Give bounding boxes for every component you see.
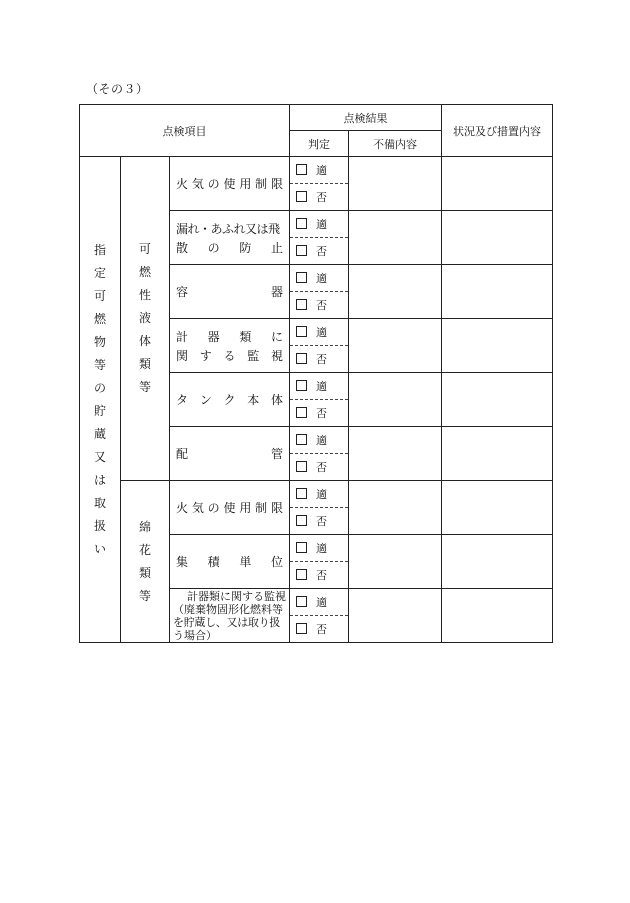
- header-deficiency: 不備内容: [349, 131, 442, 157]
- status-cell[interactable]: [442, 589, 553, 643]
- item-gauge-monitoring-rdf: 計器類に関する監視 （廃棄物固形化燃料等 を貯蔵し、又は取り扱 う場合）: [170, 589, 290, 643]
- check-ng[interactable]: 否: [290, 346, 349, 373]
- checkbox-icon[interactable]: [296, 569, 307, 580]
- checkbox-icon[interactable]: [296, 542, 307, 553]
- check-ok[interactable]: 適: [290, 481, 349, 508]
- check-ng[interactable]: 否: [290, 616, 349, 643]
- status-cell[interactable]: [442, 427, 553, 481]
- check-ng[interactable]: 否: [290, 400, 349, 427]
- deficiency-cell[interactable]: [349, 373, 442, 427]
- deficiency-cell[interactable]: [349, 157, 442, 211]
- checkbox-icon[interactable]: [296, 461, 307, 472]
- item-container: 容 器: [170, 265, 290, 319]
- header-status-measures: 状況及び措置内容: [442, 105, 553, 157]
- check-ok[interactable]: 適: [290, 427, 349, 454]
- checkbox-icon[interactable]: [296, 245, 307, 256]
- deficiency-cell[interactable]: [349, 265, 442, 319]
- status-cell[interactable]: [442, 211, 553, 265]
- group-cotton: 綿 花 類 等: [121, 481, 170, 643]
- deficiency-cell[interactable]: [349, 211, 442, 265]
- header-judgement: 判定: [290, 131, 349, 157]
- deficiency-cell[interactable]: [349, 535, 442, 589]
- item-tank-body: タ ン ク 本 体: [170, 373, 290, 427]
- deficiency-cell[interactable]: [349, 319, 442, 373]
- check-ng[interactable]: 否: [290, 184, 349, 211]
- deficiency-cell[interactable]: [349, 589, 442, 643]
- check-ok[interactable]: 適: [290, 589, 349, 616]
- check-ng[interactable]: 否: [290, 508, 349, 535]
- check-ok[interactable]: 適: [290, 319, 349, 346]
- category-designated-combustibles: 指 定 可 燃 物 等 の 貯 蔵 又 は 取 扱 い: [80, 157, 121, 643]
- group-combustible-liquids: 可 燃 性 液 体 類 等: [121, 157, 170, 481]
- deficiency-cell[interactable]: [349, 481, 442, 535]
- header-inspection-item: 点検項目: [80, 105, 290, 157]
- checkbox-icon[interactable]: [296, 191, 307, 202]
- deficiency-cell[interactable]: [349, 427, 442, 481]
- check-ng[interactable]: 否: [290, 238, 349, 265]
- checkbox-icon[interactable]: [296, 218, 307, 229]
- item-fire-use-restriction-cotton: 火 気 の 使 用 制 限: [170, 481, 290, 535]
- status-cell[interactable]: [442, 319, 553, 373]
- checkbox-icon[interactable]: [296, 623, 307, 634]
- item-piping: 配 管: [170, 427, 290, 481]
- item-leak-prevention: 漏れ・あふれ又は飛 散 の 防 止: [170, 211, 290, 265]
- check-ng[interactable]: 否: [290, 292, 349, 319]
- check-ok[interactable]: 適: [290, 535, 349, 562]
- status-cell[interactable]: [442, 157, 553, 211]
- status-cell[interactable]: [442, 373, 553, 427]
- check-ng[interactable]: 否: [290, 562, 349, 589]
- check-ok[interactable]: 適: [290, 211, 349, 238]
- check-ok[interactable]: 適: [290, 265, 349, 292]
- checkbox-icon[interactable]: [296, 380, 307, 391]
- check-ng[interactable]: 否: [290, 454, 349, 481]
- checkbox-icon[interactable]: [296, 515, 307, 526]
- checkbox-icon[interactable]: [296, 596, 307, 607]
- checkbox-icon[interactable]: [296, 164, 307, 175]
- item-gauge-monitoring: 計 器 類 に 関 す る 監 視: [170, 319, 290, 373]
- page-label: （その３）: [86, 82, 149, 96]
- checkbox-icon[interactable]: [296, 299, 307, 310]
- checkbox-icon[interactable]: [296, 434, 307, 445]
- item-fire-use-restriction: 火 気 の 使 用 制 限: [170, 157, 290, 211]
- status-cell[interactable]: [442, 535, 553, 589]
- check-ok[interactable]: 適: [290, 157, 349, 184]
- header-inspection-result: 点検結果: [290, 105, 442, 131]
- check-ok[interactable]: 適: [290, 373, 349, 400]
- checkbox-icon[interactable]: [296, 272, 307, 283]
- item-stack-unit: 集 積 単 位: [170, 535, 290, 589]
- inspection-table: [79, 104, 553, 643]
- checkbox-icon[interactable]: [296, 488, 307, 499]
- checkbox-icon[interactable]: [296, 407, 307, 418]
- checkbox-icon[interactable]: [296, 326, 307, 337]
- status-cell[interactable]: [442, 481, 553, 535]
- checkbox-icon[interactable]: [296, 353, 307, 364]
- status-cell[interactable]: [442, 265, 553, 319]
